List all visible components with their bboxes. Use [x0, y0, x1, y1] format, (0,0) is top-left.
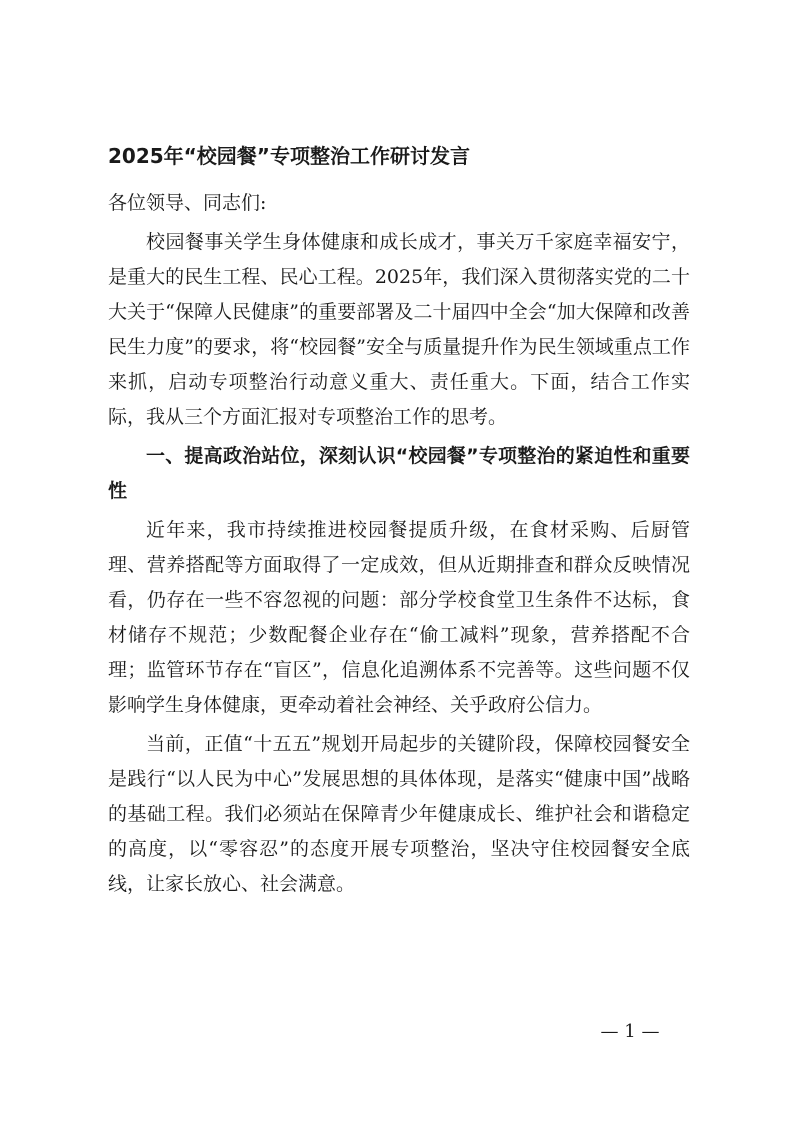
intro-paragraph: 校园餐事关学生身体健康和成长成才，事关万千家庭幸福安宁，是重大的民生工程、民心工程。2025年，我们深入贯彻落实党的二十大关于“保障人民健康”的重要部署及二十届四中全会“加大保障和改善民生力度”的要求，将“校园餐”安全与质量提升作为民生领域重点工作来抓，启动专项整治行动意义重大、责任重大。下面，结合工作实际，我从三个方面汇报对专项整治工作的思考。: [108, 231, 690, 428]
section-heading-1: 一、提高政治站位，深刻认识“校园餐”专项整治的紧迫性和重要性: [108, 445, 690, 502]
greeting: 各位领导、同志们:: [108, 192, 267, 214]
section1-paragraph-1: 近年来，我市持续推进校园餐提质升级，在食材采购、后厨管理、营养搭配等方面取得了一定成效，但从近期排查和群众反映情况看，仍存在一些不容忽视的问题：部分学校食堂卫生条件不达标，食材储存不规范；少数配餐企业存在“偷工减料”现象，营养搭配不合理；监管环节存在“盲区”，信息化追溯体系不完善等。这些问题不仅影响学生身体健康，更牵动着社会神经、关乎政府公信力。: [108, 519, 690, 716]
section1-paragraph-2: 当前，正值“十五五”规划开局起步的关键阶段，保障校园餐安全是践行“以人民为中心”发展思想的具体体现，是落实“健康中国”战略的基础工程。我们必须站在保障青少年健康成长、维护社会和谐稳定的高度，以“零容忍”的态度开展专项整治，坚决守住校园餐安全底线，让家长放心、社会满意。: [108, 733, 690, 895]
document-body: [108, 186, 690, 906]
page-number: — 1 —: [600, 1021, 660, 1042]
document-title: 2025年“校园餐”专项整治工作研讨发言: [108, 144, 470, 168]
